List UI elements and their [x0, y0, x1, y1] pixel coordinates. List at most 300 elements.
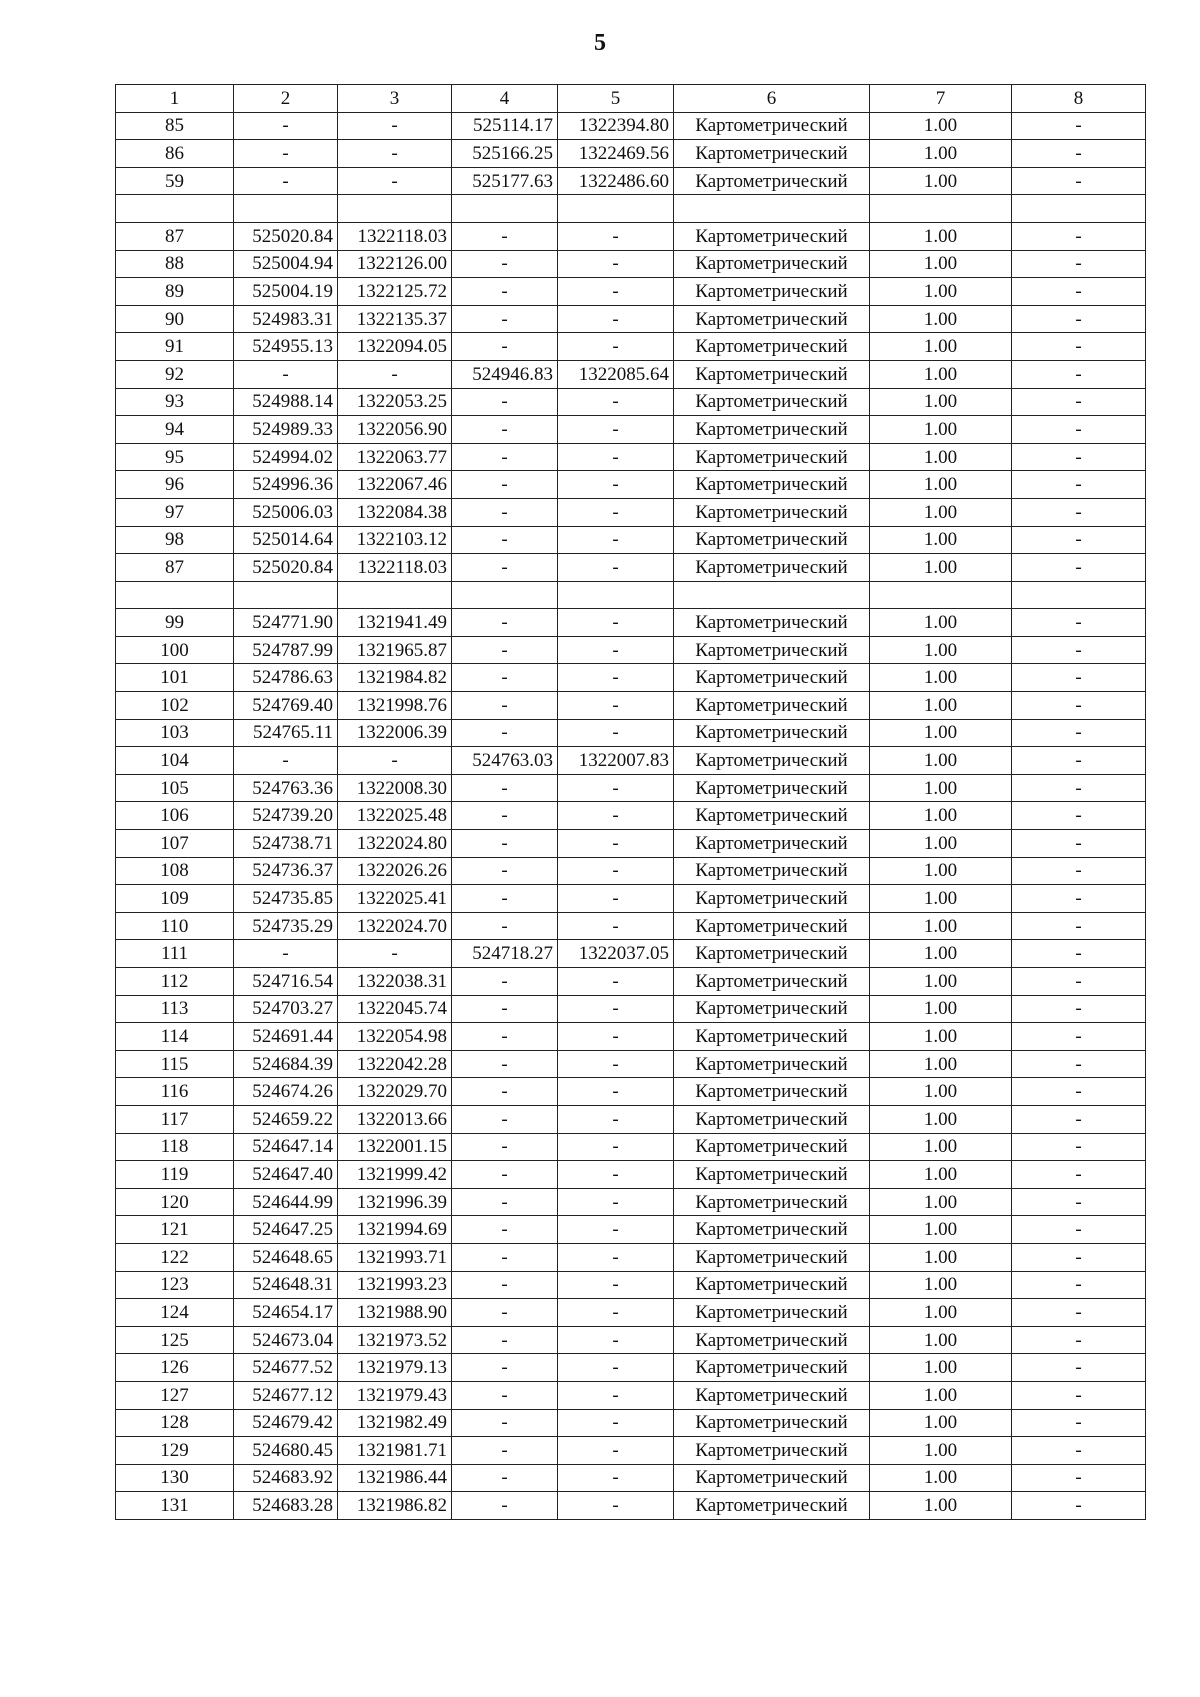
point-number-cell: 85: [116, 112, 234, 140]
existing-x-cell: 524983.31: [234, 305, 338, 333]
accuracy-cell: 1.00: [870, 1409, 1012, 1437]
new-y-cell: -: [558, 968, 674, 996]
table-row: [116, 636, 1146, 664]
accuracy-cell: 1.00: [870, 278, 1012, 306]
empty-cell: [338, 195, 452, 223]
column-header: 5: [558, 85, 674, 113]
point-number-cell: 123: [116, 1271, 234, 1299]
existing-y-cell: 1322118.03: [338, 222, 452, 250]
column-header: 1: [116, 85, 234, 113]
method-cell: Картометрический: [674, 1492, 870, 1520]
table-row: [116, 471, 1146, 499]
existing-x-cell: 524647.14: [234, 1133, 338, 1161]
method-cell: Картометрический: [674, 333, 870, 361]
point-number-cell: 126: [116, 1354, 234, 1382]
existing-x-cell: 525004.94: [234, 250, 338, 278]
new-y-cell: -: [558, 1023, 674, 1051]
existing-y-cell: 1321998.76: [338, 692, 452, 720]
method-cell: Картометрический: [674, 1381, 870, 1409]
existing-y-cell: 1322001.15: [338, 1133, 452, 1161]
existing-y-cell: 1321973.52: [338, 1326, 452, 1354]
point-number-cell: 112: [116, 968, 234, 996]
accuracy-cell: 1.00: [870, 498, 1012, 526]
existing-x-cell: -: [234, 167, 338, 195]
description-cell: -: [1012, 498, 1146, 526]
table-row: [116, 554, 1146, 582]
table-row: [116, 1271, 1146, 1299]
new-x-cell: -: [452, 443, 558, 471]
new-y-cell: -: [558, 1437, 674, 1465]
description-cell: -: [1012, 857, 1146, 885]
existing-y-cell: 1322025.41: [338, 885, 452, 913]
method-cell: Картометрический: [674, 278, 870, 306]
existing-x-cell: 524735.85: [234, 885, 338, 913]
accuracy-cell: 1.00: [870, 940, 1012, 968]
new-y-cell: -: [558, 1326, 674, 1354]
empty-cell: [452, 581, 558, 609]
existing-x-cell: 524955.13: [234, 333, 338, 361]
table-row: [116, 747, 1146, 775]
point-number-cell: 119: [116, 1161, 234, 1189]
description-cell: -: [1012, 1464, 1146, 1492]
point-number-cell: 129: [116, 1437, 234, 1465]
new-x-cell: 524763.03: [452, 747, 558, 775]
new-y-cell: 1322037.05: [558, 940, 674, 968]
existing-y-cell: 1321988.90: [338, 1299, 452, 1327]
description-cell: -: [1012, 1326, 1146, 1354]
table-row: [116, 1354, 1146, 1382]
description-cell: -: [1012, 305, 1146, 333]
accuracy-cell: 1.00: [870, 664, 1012, 692]
accuracy-cell: 1.00: [870, 1216, 1012, 1244]
point-number-cell: 117: [116, 1105, 234, 1133]
existing-x-cell: -: [234, 940, 338, 968]
accuracy-cell: 1.00: [870, 1299, 1012, 1327]
new-x-cell: -: [452, 278, 558, 306]
table-row: [116, 774, 1146, 802]
table-row: [116, 1326, 1146, 1354]
new-y-cell: -: [558, 885, 674, 913]
new-x-cell: -: [452, 554, 558, 582]
table-row: [116, 388, 1146, 416]
accuracy-cell: 1.00: [870, 1326, 1012, 1354]
accuracy-cell: 1.00: [870, 636, 1012, 664]
table-body: [116, 112, 1146, 1519]
point-number-cell: 97: [116, 498, 234, 526]
existing-y-cell: 1321994.69: [338, 1216, 452, 1244]
description-cell: -: [1012, 1133, 1146, 1161]
column-header: 7: [870, 85, 1012, 113]
table-row: [116, 1464, 1146, 1492]
table-row: [116, 278, 1146, 306]
new-x-cell: -: [452, 1133, 558, 1161]
new-x-cell: -: [452, 830, 558, 858]
table-row: [116, 222, 1146, 250]
point-number-cell: 111: [116, 940, 234, 968]
existing-x-cell: 525020.84: [234, 554, 338, 582]
table-row: [116, 1437, 1146, 1465]
new-x-cell: 525166.25: [452, 140, 558, 168]
method-cell: Картометрический: [674, 305, 870, 333]
existing-y-cell: 1321999.42: [338, 1161, 452, 1189]
existing-x-cell: 524703.27: [234, 995, 338, 1023]
existing-x-cell: 524716.54: [234, 968, 338, 996]
new-x-cell: -: [452, 609, 558, 637]
description-cell: -: [1012, 1299, 1146, 1327]
method-cell: Картометрический: [674, 885, 870, 913]
method-cell: Картометрический: [674, 802, 870, 830]
description-cell: -: [1012, 774, 1146, 802]
existing-x-cell: 524994.02: [234, 443, 338, 471]
accuracy-cell: 1.00: [870, 857, 1012, 885]
description-cell: -: [1012, 222, 1146, 250]
accuracy-cell: 1.00: [870, 305, 1012, 333]
table-row: [116, 112, 1146, 140]
description-cell: -: [1012, 1409, 1146, 1437]
description-cell: -: [1012, 1271, 1146, 1299]
existing-x-cell: 525004.19: [234, 278, 338, 306]
existing-x-cell: 524680.45: [234, 1437, 338, 1465]
existing-y-cell: -: [338, 940, 452, 968]
new-y-cell: -: [558, 1492, 674, 1520]
header-row: [116, 85, 1146, 113]
new-x-cell: -: [452, 1023, 558, 1051]
description-cell: -: [1012, 636, 1146, 664]
point-number-cell: 92: [116, 360, 234, 388]
new-x-cell: -: [452, 1492, 558, 1520]
method-cell: Картометрический: [674, 471, 870, 499]
method-cell: Картометрический: [674, 250, 870, 278]
method-cell: Картометрический: [674, 443, 870, 471]
accuracy-cell: 1.00: [870, 250, 1012, 278]
table-row: [116, 1023, 1146, 1051]
description-cell: -: [1012, 1105, 1146, 1133]
accuracy-cell: 1.00: [870, 360, 1012, 388]
accuracy-cell: 1.00: [870, 1050, 1012, 1078]
method-cell: Картометрический: [674, 857, 870, 885]
existing-y-cell: 1322103.12: [338, 526, 452, 554]
point-number-cell: 104: [116, 747, 234, 775]
new-y-cell: -: [558, 857, 674, 885]
table-row: [116, 830, 1146, 858]
new-y-cell: -: [558, 692, 674, 720]
accuracy-cell: 1.00: [870, 1161, 1012, 1189]
new-y-cell: -: [558, 636, 674, 664]
existing-x-cell: 524736.37: [234, 857, 338, 885]
coordinates-table: [115, 84, 1146, 1520]
new-x-cell: 525114.17: [452, 112, 558, 140]
accuracy-cell: 1.00: [870, 609, 1012, 637]
description-cell: -: [1012, 1050, 1146, 1078]
existing-y-cell: 1321965.87: [338, 636, 452, 664]
description-cell: -: [1012, 416, 1146, 444]
existing-x-cell: 524786.63: [234, 664, 338, 692]
table-header: [116, 85, 1146, 113]
new-x-cell: -: [452, 333, 558, 361]
method-cell: Картометрический: [674, 692, 870, 720]
new-x-cell: -: [452, 1299, 558, 1327]
table-row: [116, 416, 1146, 444]
empty-cell: [558, 195, 674, 223]
method-cell: Картометрический: [674, 388, 870, 416]
existing-x-cell: 524989.33: [234, 416, 338, 444]
method-cell: Картометрический: [674, 609, 870, 637]
new-y-cell: 1322394.80: [558, 112, 674, 140]
existing-x-cell: -: [234, 747, 338, 775]
method-cell: Картометрический: [674, 912, 870, 940]
existing-y-cell: -: [338, 112, 452, 140]
existing-y-cell: 1322008.30: [338, 774, 452, 802]
point-number-cell: 128: [116, 1409, 234, 1437]
new-y-cell: -: [558, 1078, 674, 1106]
new-y-cell: -: [558, 1299, 674, 1327]
new-x-cell: -: [452, 636, 558, 664]
new-x-cell: -: [452, 885, 558, 913]
new-x-cell: -: [452, 1409, 558, 1437]
new-x-cell: -: [452, 1216, 558, 1244]
table-row: [116, 609, 1146, 637]
method-cell: Картометрический: [674, 664, 870, 692]
accuracy-cell: 1.00: [870, 526, 1012, 554]
table-row: [116, 664, 1146, 692]
existing-y-cell: 1322056.90: [338, 416, 452, 444]
existing-y-cell: 1321941.49: [338, 609, 452, 637]
new-x-cell: -: [452, 857, 558, 885]
accuracy-cell: 1.00: [870, 1271, 1012, 1299]
accuracy-cell: 1.00: [870, 1023, 1012, 1051]
accuracy-cell: 1.00: [870, 554, 1012, 582]
accuracy-cell: 1.00: [870, 443, 1012, 471]
accuracy-cell: 1.00: [870, 774, 1012, 802]
existing-y-cell: 1322054.98: [338, 1023, 452, 1051]
existing-y-cell: 1322118.03: [338, 554, 452, 582]
new-y-cell: -: [558, 1464, 674, 1492]
table-row: [116, 1299, 1146, 1327]
description-cell: -: [1012, 968, 1146, 996]
table-row: [116, 1216, 1146, 1244]
table-row: [116, 1105, 1146, 1133]
existing-y-cell: 1322135.37: [338, 305, 452, 333]
column-header: 8: [1012, 85, 1146, 113]
point-number-cell: 96: [116, 471, 234, 499]
table-row: [116, 498, 1146, 526]
new-x-cell: -: [452, 250, 558, 278]
description-cell: -: [1012, 388, 1146, 416]
existing-x-cell: 524738.71: [234, 830, 338, 858]
new-x-cell: -: [452, 774, 558, 802]
table-row: [116, 885, 1146, 913]
new-x-cell: -: [452, 305, 558, 333]
method-cell: Картометрический: [674, 1105, 870, 1133]
new-x-cell: -: [452, 1188, 558, 1216]
method-cell: Картометрический: [674, 1133, 870, 1161]
point-number-cell: 105: [116, 774, 234, 802]
method-cell: Картометрический: [674, 968, 870, 996]
existing-y-cell: 1322029.70: [338, 1078, 452, 1106]
existing-x-cell: 524648.31: [234, 1271, 338, 1299]
accuracy-cell: 1.00: [870, 1492, 1012, 1520]
description-cell: -: [1012, 912, 1146, 940]
existing-y-cell: -: [338, 747, 452, 775]
table-row: [116, 719, 1146, 747]
method-cell: Картометрический: [674, 1078, 870, 1106]
new-x-cell: -: [452, 498, 558, 526]
description-cell: -: [1012, 554, 1146, 582]
description-cell: -: [1012, 719, 1146, 747]
new-x-cell: -: [452, 1243, 558, 1271]
description-cell: -: [1012, 1381, 1146, 1409]
accuracy-cell: 1.00: [870, 222, 1012, 250]
empty-cell: [674, 581, 870, 609]
column-header: 2: [234, 85, 338, 113]
method-cell: Картометрический: [674, 1216, 870, 1244]
new-y-cell: 1322486.60: [558, 167, 674, 195]
existing-y-cell: 1322024.70: [338, 912, 452, 940]
existing-y-cell: 1321996.39: [338, 1188, 452, 1216]
new-y-cell: -: [558, 802, 674, 830]
method-cell: Картометрический: [674, 774, 870, 802]
accuracy-cell: 1.00: [870, 416, 1012, 444]
empty-cell: [870, 195, 1012, 223]
table-row: [116, 305, 1146, 333]
point-number-cell: 99: [116, 609, 234, 637]
empty-cell: [558, 581, 674, 609]
existing-x-cell: 525020.84: [234, 222, 338, 250]
point-number-cell: 130: [116, 1464, 234, 1492]
new-y-cell: -: [558, 1354, 674, 1382]
existing-x-cell: 524988.14: [234, 388, 338, 416]
existing-y-cell: 1322067.46: [338, 471, 452, 499]
point-number-cell: 127: [116, 1381, 234, 1409]
page-number: 5: [594, 30, 606, 56]
description-cell: -: [1012, 885, 1146, 913]
empty-cell: [1012, 581, 1146, 609]
new-y-cell: -: [558, 471, 674, 499]
existing-x-cell: 524674.26: [234, 1078, 338, 1106]
existing-y-cell: 1321993.23: [338, 1271, 452, 1299]
accuracy-cell: 1.00: [870, 802, 1012, 830]
method-cell: Картометрический: [674, 1409, 870, 1437]
table-row: [116, 995, 1146, 1023]
point-number-cell: 86: [116, 140, 234, 168]
table-row: [116, 167, 1146, 195]
new-x-cell: -: [452, 526, 558, 554]
accuracy-cell: 1.00: [870, 912, 1012, 940]
point-number-cell: 120: [116, 1188, 234, 1216]
new-y-cell: -: [558, 554, 674, 582]
table-row: [116, 250, 1146, 278]
description-cell: -: [1012, 747, 1146, 775]
new-y-cell: -: [558, 1243, 674, 1271]
point-number-cell: 87: [116, 554, 234, 582]
method-cell: Картометрический: [674, 1326, 870, 1354]
description-cell: -: [1012, 333, 1146, 361]
existing-y-cell: 1322125.72: [338, 278, 452, 306]
existing-x-cell: 524647.25: [234, 1216, 338, 1244]
table-row: [116, 802, 1146, 830]
point-number-cell: 95: [116, 443, 234, 471]
new-x-cell: -: [452, 416, 558, 444]
table-row: [116, 1243, 1146, 1271]
existing-y-cell: 1321993.71: [338, 1243, 452, 1271]
existing-x-cell: 524771.90: [234, 609, 338, 637]
new-x-cell: -: [452, 1464, 558, 1492]
existing-x-cell: 524763.36: [234, 774, 338, 802]
description-cell: -: [1012, 140, 1146, 168]
new-y-cell: -: [558, 498, 674, 526]
new-x-cell: -: [452, 912, 558, 940]
table-row: [116, 1492, 1146, 1520]
new-y-cell: 1322007.83: [558, 747, 674, 775]
new-y-cell: -: [558, 333, 674, 361]
new-y-cell: -: [558, 416, 674, 444]
point-number-cell: 131: [116, 1492, 234, 1520]
point-number-cell: 125: [116, 1326, 234, 1354]
existing-y-cell: 1322042.28: [338, 1050, 452, 1078]
method-cell: Картометрический: [674, 1023, 870, 1051]
new-x-cell: -: [452, 719, 558, 747]
method-cell: Картометрический: [674, 167, 870, 195]
existing-x-cell: 524647.40: [234, 1161, 338, 1189]
existing-x-cell: 525014.64: [234, 526, 338, 554]
point-number-cell: 118: [116, 1133, 234, 1161]
new-y-cell: -: [558, 1381, 674, 1409]
existing-x-cell: 525006.03: [234, 498, 338, 526]
description-cell: -: [1012, 1188, 1146, 1216]
new-y-cell: -: [558, 664, 674, 692]
existing-x-cell: 524769.40: [234, 692, 338, 720]
description-cell: -: [1012, 1161, 1146, 1189]
description-cell: -: [1012, 1216, 1146, 1244]
method-cell: Картометрический: [674, 112, 870, 140]
new-y-cell: -: [558, 1188, 674, 1216]
existing-y-cell: 1322038.31: [338, 968, 452, 996]
accuracy-cell: 1.00: [870, 1437, 1012, 1465]
new-y-cell: -: [558, 1161, 674, 1189]
method-cell: Картометрический: [674, 1050, 870, 1078]
new-y-cell: -: [558, 388, 674, 416]
point-number-cell: 100: [116, 636, 234, 664]
existing-x-cell: 524648.65: [234, 1243, 338, 1271]
existing-x-cell: -: [234, 140, 338, 168]
method-cell: Картометрический: [674, 940, 870, 968]
new-y-cell: -: [558, 250, 674, 278]
point-number-cell: 91: [116, 333, 234, 361]
table-row: [116, 526, 1146, 554]
existing-y-cell: 1322024.80: [338, 830, 452, 858]
new-x-cell: -: [452, 968, 558, 996]
existing-x-cell: 524654.17: [234, 1299, 338, 1327]
existing-x-cell: 524677.12: [234, 1381, 338, 1409]
point-number-cell: 110: [116, 912, 234, 940]
existing-x-cell: 524765.11: [234, 719, 338, 747]
table-row: [116, 1188, 1146, 1216]
accuracy-cell: 1.00: [870, 968, 1012, 996]
accuracy-cell: 1.00: [870, 1464, 1012, 1492]
new-y-cell: -: [558, 278, 674, 306]
point-number-cell: 122: [116, 1243, 234, 1271]
method-cell: Картометрический: [674, 719, 870, 747]
table-row: [116, 1409, 1146, 1437]
new-x-cell: -: [452, 1050, 558, 1078]
existing-x-cell: 524684.39: [234, 1050, 338, 1078]
empty-cell: [674, 195, 870, 223]
accuracy-cell: 1.00: [870, 995, 1012, 1023]
description-cell: -: [1012, 167, 1146, 195]
method-cell: Картометрический: [674, 554, 870, 582]
existing-y-cell: -: [338, 167, 452, 195]
new-x-cell: 524946.83: [452, 360, 558, 388]
